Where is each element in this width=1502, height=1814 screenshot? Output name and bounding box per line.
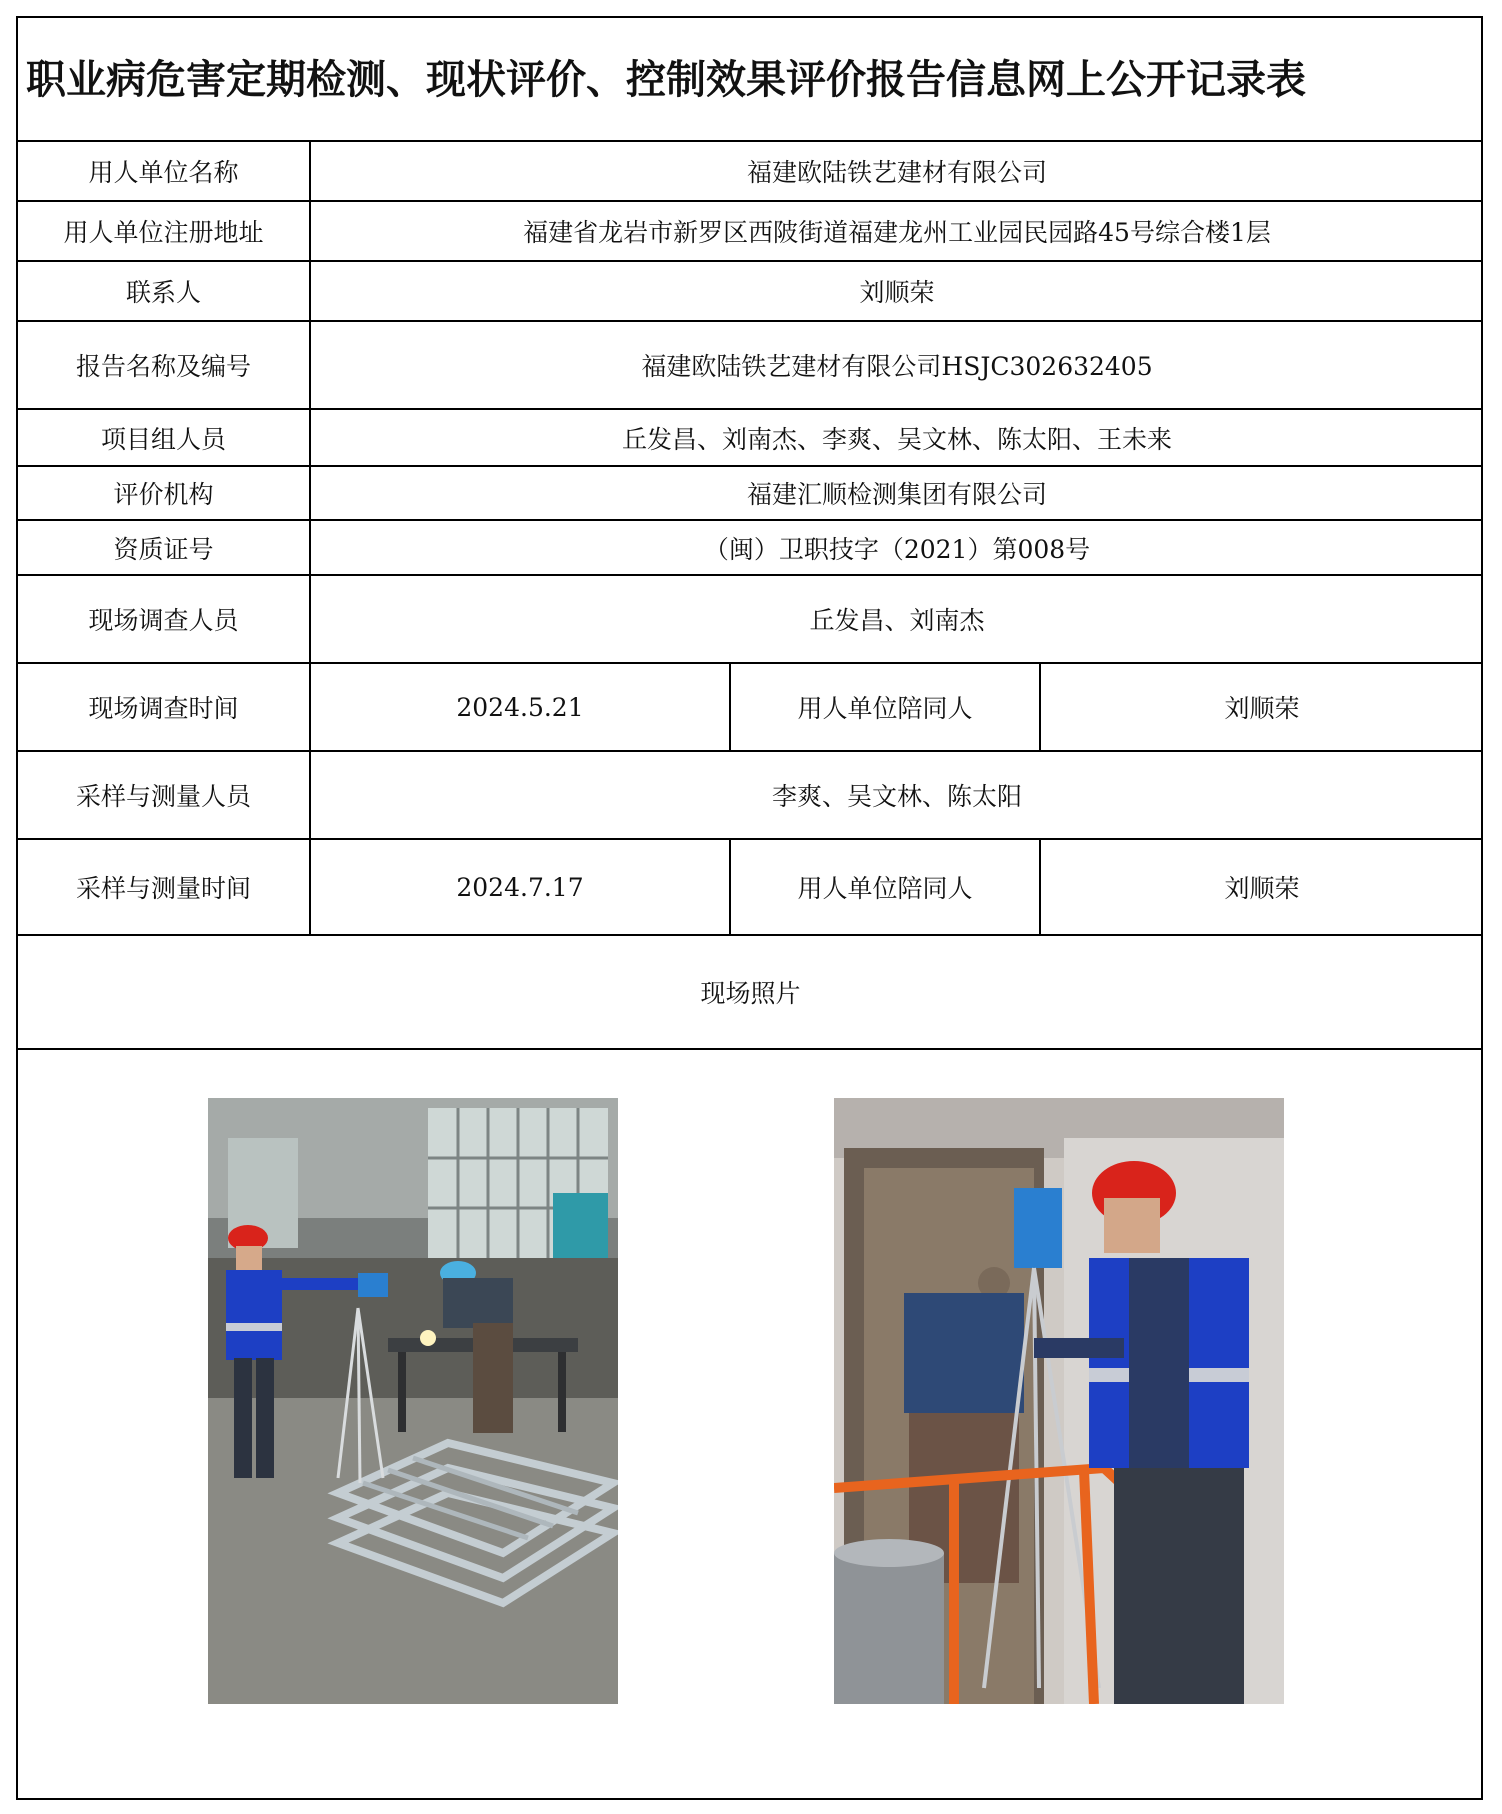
workshop-photo-illustration bbox=[208, 1098, 618, 1704]
table-row bbox=[18, 141, 1483, 201]
sampling-time-label: 采样与测量时间 bbox=[18, 839, 310, 935]
photo-section bbox=[18, 1046, 1483, 1800]
site-photo-workshop bbox=[208, 1098, 618, 1704]
table-row bbox=[18, 466, 1483, 520]
survey-companion-label: 用人单位陪同人 bbox=[730, 663, 1040, 751]
survey-people-value: 丘发昌、刘南杰 bbox=[310, 575, 1483, 663]
record-form bbox=[16, 16, 1483, 1800]
record-table bbox=[18, 140, 1483, 1050]
report-value: 福建欧陆铁艺建材有限公司HSJC302632405 bbox=[310, 321, 1483, 409]
page-title: 职业病危害定期检测、现状评价、控制效果评价报告信息网上公开记录表 bbox=[18, 18, 1481, 142]
table-row bbox=[18, 839, 1483, 935]
org-value: 福建汇顺检测集团有限公司 bbox=[310, 466, 1483, 520]
team-label: 项目组人员 bbox=[18, 409, 310, 466]
table-row bbox=[18, 261, 1483, 321]
table-row bbox=[18, 520, 1483, 575]
sampling-companion-value: 刘顺荣 bbox=[1040, 839, 1483, 935]
survey-time-label: 现场调查时间 bbox=[18, 663, 310, 751]
address-label: 用人单位注册地址 bbox=[18, 201, 310, 261]
org-label: 评价机构 bbox=[18, 466, 310, 520]
address-value: 福建省龙岩市新罗区西陂街道福建龙州工业园民园路45号综合楼1层 bbox=[310, 201, 1483, 261]
cert-label: 资质证号 bbox=[18, 520, 310, 575]
table-row bbox=[18, 321, 1483, 409]
doorway-photo-illustration bbox=[834, 1098, 1284, 1704]
table-row bbox=[18, 409, 1483, 466]
team-value: 丘发昌、刘南杰、李爽、吴文林、陈太阳、王未来 bbox=[310, 409, 1483, 466]
sampling-people-label: 采样与测量人员 bbox=[18, 751, 310, 839]
contact-value: 刘顺荣 bbox=[310, 261, 1483, 321]
sampling-time-value: 2024.7.17 bbox=[310, 839, 730, 935]
company-value: 福建欧陆铁艺建材有限公司 bbox=[310, 141, 1483, 201]
survey-time-value: 2024.5.21 bbox=[310, 663, 730, 751]
survey-people-label: 现场调查人员 bbox=[18, 575, 310, 663]
table-row bbox=[18, 751, 1483, 839]
photos-label: 现场照片 bbox=[18, 935, 1483, 1049]
company-label: 用人单位名称 bbox=[18, 141, 310, 201]
site-photo-doorway bbox=[834, 1098, 1284, 1704]
table-row bbox=[18, 575, 1483, 663]
cert-value: （闽）卫职技字（2021）第008号 bbox=[310, 520, 1483, 575]
contact-label: 联系人 bbox=[18, 261, 310, 321]
table-row bbox=[18, 935, 1483, 1049]
survey-companion-value: 刘顺荣 bbox=[1040, 663, 1483, 751]
sampling-companion-label: 用人单位陪同人 bbox=[730, 839, 1040, 935]
sampling-people-value: 李爽、吴文林、陈太阳 bbox=[310, 751, 1483, 839]
report-label: 报告名称及编号 bbox=[18, 321, 310, 409]
table-row bbox=[18, 201, 1483, 261]
table-row bbox=[18, 663, 1483, 751]
